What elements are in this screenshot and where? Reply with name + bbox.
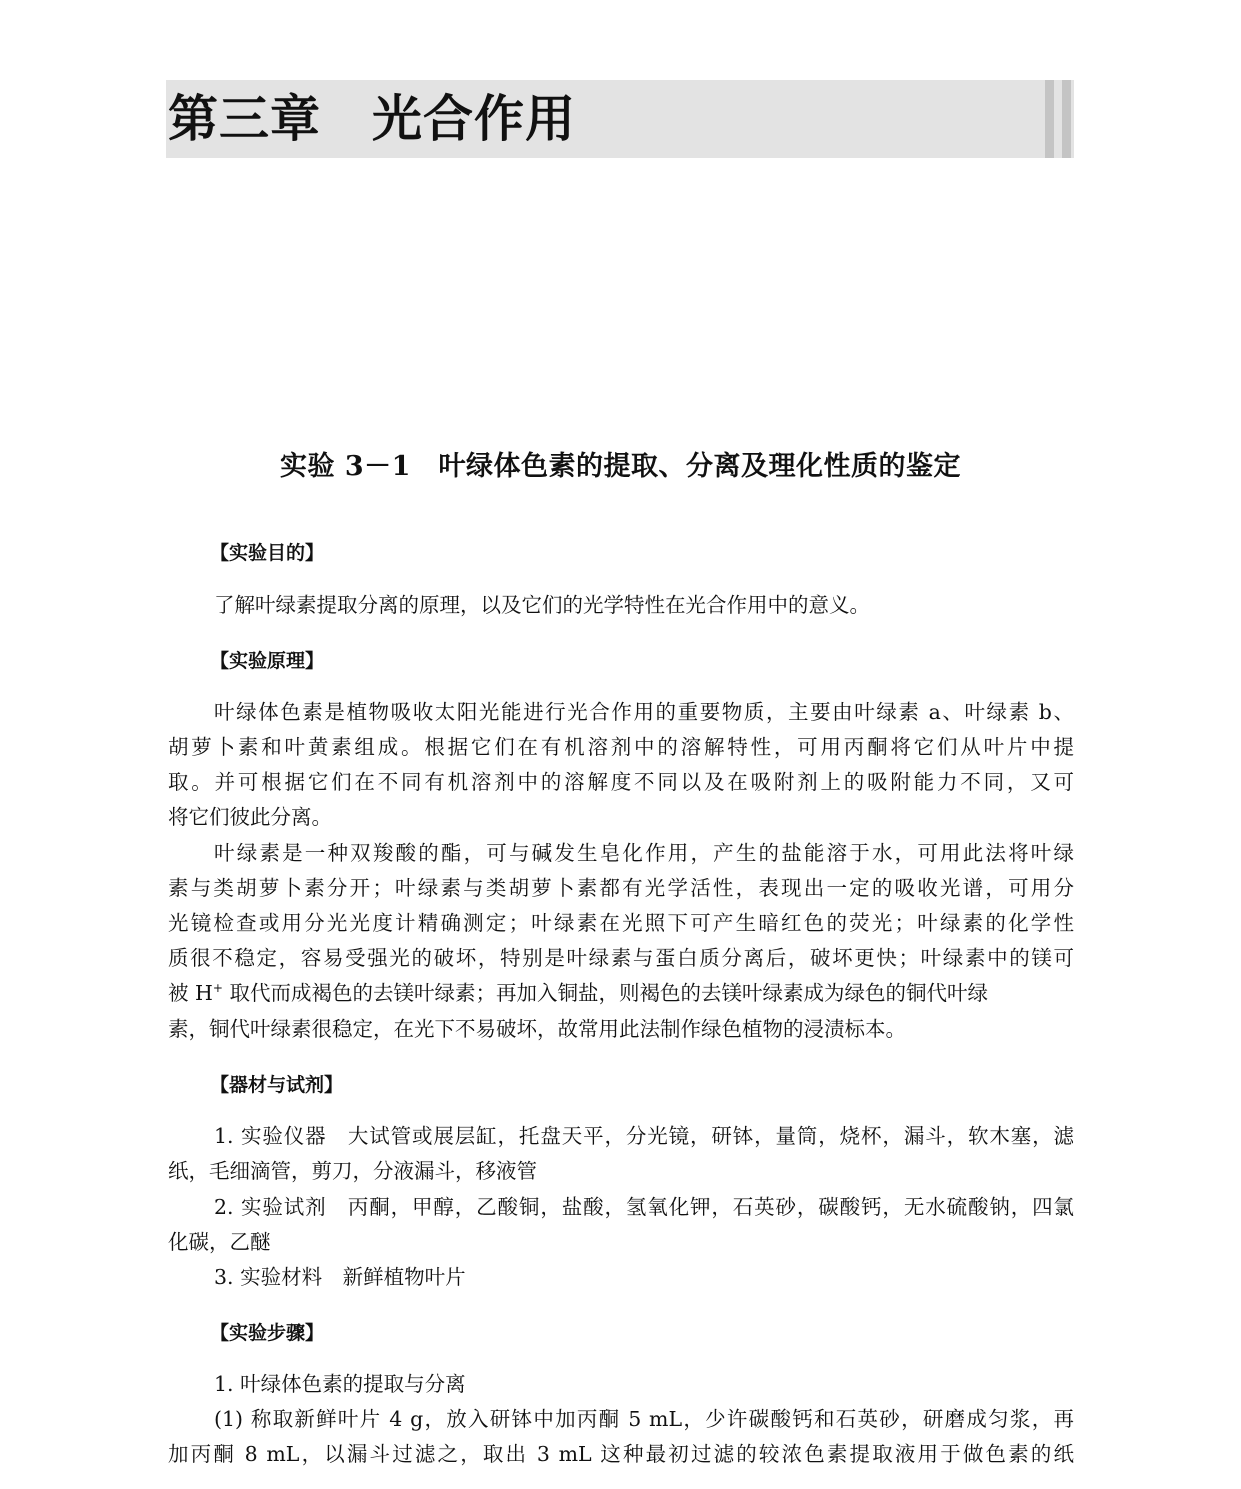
- text-fragment: 取代而成褐色的去镁叶绿素；再加入铜盐，则褐色的去镁叶绿素成为绿色的铜代叶绿: [222, 981, 988, 1005]
- paragraph-line: 光镜检查或用分光光度计精确测定；叶绿素在光照下可产生暗红色的荧光；叶绿素的化学性: [168, 911, 1074, 935]
- paragraph-line: 质很不稳定，容易受强光的破坏，特别是叶绿素与蛋白质分离后，破坏更快；叶绿素中的镁可: [168, 946, 1074, 970]
- experiment-title: 实验 3－1 叶绿体色素的提取、分离及理化性质的鉴定: [280, 451, 961, 482]
- paragraph-line: 3. 实验材料 新鲜植物叶片: [214, 1265, 466, 1289]
- paragraph-line: 2. 实验试剂 丙酮，甲醇，乙酸铜，盐酸，氢氧化钾，石英砂，碳酸钙，无水硫酸钠，四氯: [214, 1195, 1074, 1219]
- paragraph-line: 叶绿体色素是植物吸收太阳光能进行光合作用的重要物质，主要由叶绿素 a、叶绿素 b、: [214, 700, 1074, 724]
- paragraph-line: [168, 978, 1074, 1008]
- paragraph-line: 1. 叶绿体色素的提取与分离: [214, 1372, 466, 1396]
- paragraph-line: 加丙酮 8 mL，以漏斗过滤之，取出 3 mL 这种最初过滤的较浓色素提取液用于做色素的纸: [168, 1442, 1074, 1466]
- section-heading-materials: 【器材与试剂】: [210, 1074, 344, 1096]
- section-heading-steps: 【实验步骤】: [210, 1322, 325, 1344]
- paragraph-line: (1) 称取新鲜叶片 4 g，放入研钵中加丙酮 5 mL，少许碳酸钙和石英砂，研磨成匀浆，再: [214, 1407, 1074, 1431]
- paragraph-line: 1. 实验仪器 大试管或展层缸，托盘天平，分光镜，研钵，量筒，烧杯，漏斗，软木塞，滤: [214, 1124, 1074, 1148]
- paragraph-line: 取。并可根据它们在不同有机溶剂中的溶解度不同以及在吸附剂上的吸附能力不同，又可: [168, 770, 1074, 794]
- paragraph-line: 素，铜代叶绿素很稳定，在光下不易破坏，故常用此法制作绿色植物的浸渍标本。: [168, 1017, 906, 1041]
- paragraph-line: 叶绿素是一种双羧酸的酯，可与碱发生皂化作用，产生的盐能溶于水，可用此法将叶绿: [214, 841, 1074, 865]
- superscript-plus: +: [212, 981, 223, 996]
- paragraph-line: 将它们彼此分离。: [168, 805, 332, 829]
- paragraph-line: 了解叶绿素提取分离的原理，以及它们的光学特性在光合作用中的意义。: [214, 593, 870, 617]
- section-heading-purpose: 【实验目的】: [210, 542, 325, 564]
- paragraph-line: 胡萝卜素和叶黄素组成。根据它们在有机溶剂中的溶解特性，可用丙酮将它们从叶片中提: [168, 735, 1074, 759]
- paragraph-line: 化碳，乙醚: [168, 1230, 271, 1254]
- banner-stripe: [1045, 80, 1054, 158]
- paragraph-line: 纸，毛细滴管，剪刀，分液漏斗，移液管: [168, 1159, 537, 1183]
- section-heading-principle: 【实验原理】: [210, 650, 325, 672]
- chapter-title: 第三章 光合作用: [168, 90, 576, 148]
- paragraph-line: 素与类胡萝卜素分开；叶绿素与类胡萝卜素都有光学活性，表现出一定的吸收光谱，可用分: [168, 876, 1074, 900]
- text-fragment: 被 H: [168, 981, 213, 1005]
- banner-stripe: [1062, 80, 1071, 158]
